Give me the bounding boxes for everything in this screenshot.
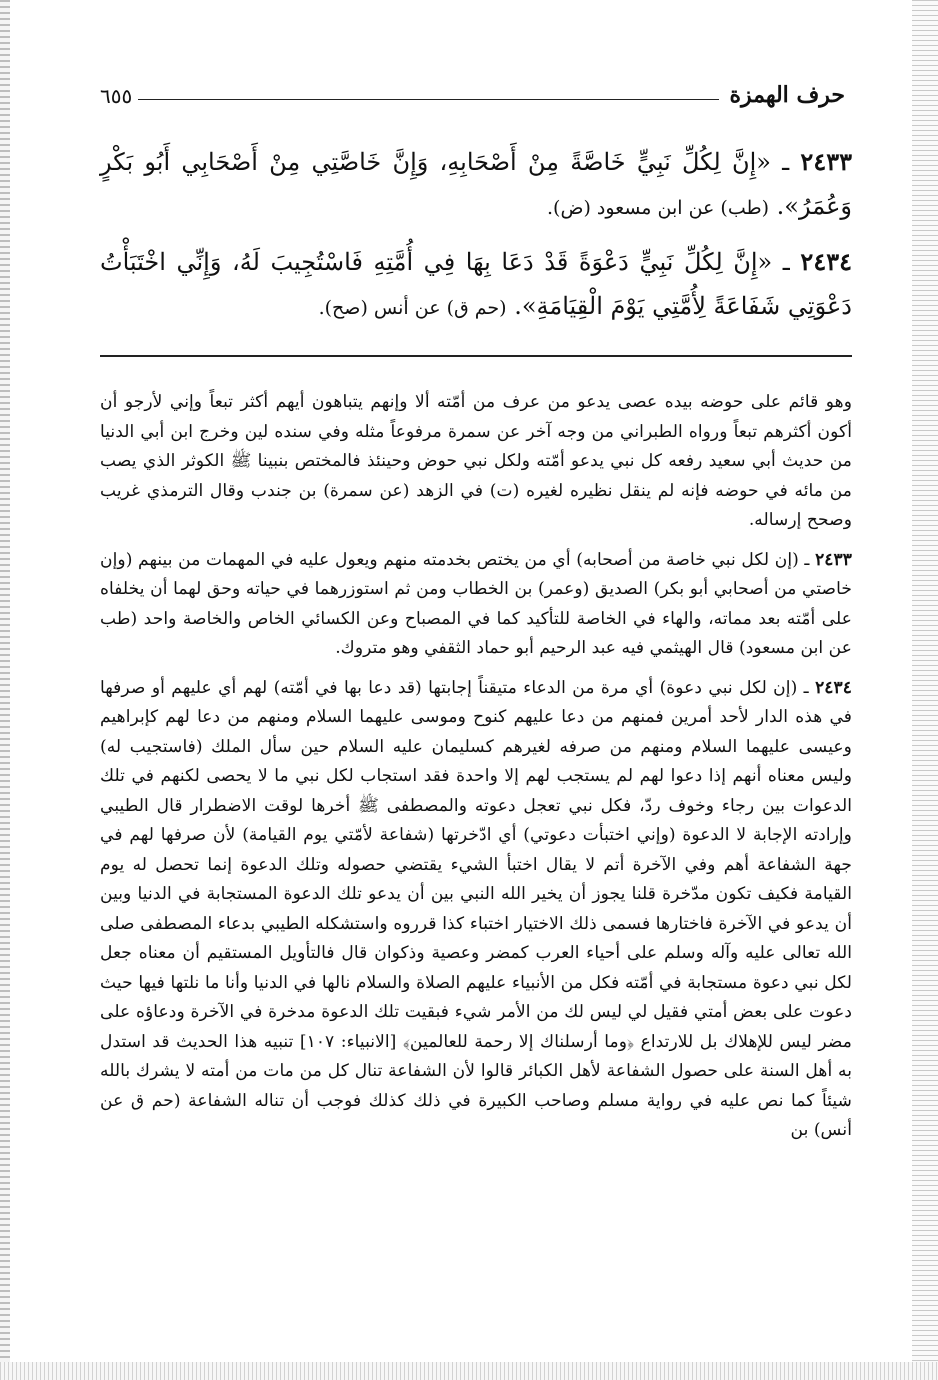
commentary-number: ٢٤٣٣ <box>815 549 853 570</box>
hadith-dash: ـ <box>770 148 790 176</box>
commentary-dash: ـ <box>797 677 809 698</box>
commentary-paragraph <box>100 546 852 664</box>
scan-right-edge <box>912 0 938 1380</box>
hadith-source: (حم ق) عن أنس (صح). <box>318 297 507 319</box>
hadith-text-block <box>100 140 852 340</box>
hadith-dash: ـ <box>772 248 790 276</box>
hadith-text: «إِنَّ لِكُلِّ نَبِيٍّ خَاصَّةً مِنْ أَصْحَابِهِ، وَإِنَّ خَاصَّتِي مِنْ أَصْحَابِي أَبُو بَكْرٍ وَعُمَرُ». <box>100 148 852 220</box>
commentary-block <box>100 388 852 1156</box>
commentary-dash: ـ <box>798 549 810 570</box>
hadith-entry <box>100 140 852 230</box>
header-rule <box>138 99 719 100</box>
commentary-paragraph <box>100 674 852 1146</box>
hadith-source: (طب) عن ابن مسعود (ض). <box>547 197 770 219</box>
commentary-number: ٢٤٣٤ <box>815 677 853 698</box>
commentary-paragraph: وهو قائم على حوضه بيده عصى يدعو من عرف من أمّته ألا وإنهم يتباهون أيهم أكثر تبعاً وإني لأرجو أن أكون أكثرهم تبعاً ورواه الطبراني من وجه آخر عن سمرة مرفوعاً مثله وفي سنده لين وخرج ابن أبي الدنيا من حديث أبي سعيد رفعه كل نبي يدعو أمّته ولكل نبي حوض وحينئذ فالمختص بنبينا ﷺ الكوثر الذي يصب من مائه في حوضه فإنه لم ينقل نظيره لغيره (ت) في الزهد (عن سمرة) بن جندب وقال الترمذي غريب وصحح إرساله. <box>100 392 852 530</box>
hadith-text: «إِنَّ لِكُلِّ نَبِيٍّ دَعْوَةً قَدْ دَعَا بِهَا فِي أُمَّتِهِ فَاسْتُجِيبَ لَهُ، وَإِنِّي اخْتَبَأْتُ دَعْوَتِي شَفَاعَةً لِأُمَّتِي يَوْمَ الْقِيَامَةِ». <box>100 248 852 320</box>
hadith-number: ٢٤٣٤ <box>800 247 852 276</box>
scan-left-edge <box>0 0 10 1380</box>
commentary-text: (إن لكل نبي خاصة من أصحابه) أي من يختص بخدمته منهم ويعول عليه في المهمات من بينهم (وإن خاصتي من أصحابي أبو بكر) الصديق (وعمر) بن الخطاب ومن ثم استوزرهما في حياته وحق لهما أن يخلفاه على أمّته بعد مماته، والهاء في الخاصة للتأكيد كما في المصباح وعن الكسائي الخاص والخاصة واحد (طب عن ابن مسعود) قال الهيثمي فيه عبد الرحيم أبو حماد الثقفي وهو متروك. <box>100 549 852 658</box>
running-header <box>100 72 845 108</box>
chapter-title: حرف الهمزة <box>729 82 845 108</box>
hadith-entry <box>100 240 852 330</box>
section-divider <box>100 355 852 357</box>
commentary-text: (إن لكل نبي دعوة) أي مرة من الدعاء متيقناً إجابتها (قد دعا بها في أمّته) لهم أي عليهم أو صرفها في هذه الدار لأحد أمرين فمنهم من دعا عليهم كنوح وموسى عليهما السلام ومنهم من دعا لهم كإبراهيم وعيسى عليهما السلام ومنهم من صرفه لغيرهم كسليمان عليه السلام حين سأل الملك (فاستجيب له) وليس معناه أنهم إذا دعوا لهم لم يستجب لهم إلا واحدة فقد استجاب لكل نبي ما لا يحصى لكنهم في تلك الدعوات بين رجاء وخوف ردّ، فكل نبي تعجل دعوته والمصطفى ﷺ أخرها لوقت الاضطرار قال الطيبي وإرادته الإجابة لا الدعوة (وإني اختبأت دعوتي) أي ادّخرتها (شفاعة لأمّتي يوم القيامة) لأن صرفها لهم في جهة الشفاعة أهم وفي الآخرة أتم لا يقال اختبأ الشيء يقتضي حصوله وتلك الدعوة إنما تحصل له يوم القيامة فكيف تكون مدّخرة قلنا يجوز أن يخير الله النبي بين أن يدعو تلك الدعوة المستجابة في الدنيا وبين أن يدعو في الآخرة فاختارها فسمى ذلك الاختيار اختباء كذا قرروه واستشكله الطيبي بدعاء المصطفى صلى الله تعالى عليه وآله وسلم على أحياء العرب كمضر وعصية وذكوان قال فالتأويل المستقيم أن معناه جعل لكل نبي دعوة مستجابة في أمّته فكل من الأنبياء عليهم الصلاة والسلام نالها في الدنيا وأنا ما نلتها فيها حيث دعوت على بعض أمتي فقيل لي ليس لك من الأمر شيء فبقيت تلك الدعوة مدخرة في الآخرة ودعاؤه على مضر ليس للإهلاك بل للارتداع ﴿وما أرسلناك إلا رحمة للعالمين﴾ [الانبياء: ١٠٧] تنبيه هذا الحديث قد استدل به أهل السنة على حصول الشفاعة لأهل الكبائر قالوا لأن الشفاعة تنال كل من مات من أمته لا يشرك بالله شيئاً كما نص عليه في رواية مسلم وصاحب الكبيرة في ذلك كذلك فوجب أن تناله الشفاعة (حم ق عن أنس) بن <box>100 677 853 1140</box>
hadith-number: ٢٤٣٣ <box>800 147 852 176</box>
scan-bottom-edge <box>0 1362 938 1380</box>
page-number: ٦٥٥ <box>100 84 133 108</box>
